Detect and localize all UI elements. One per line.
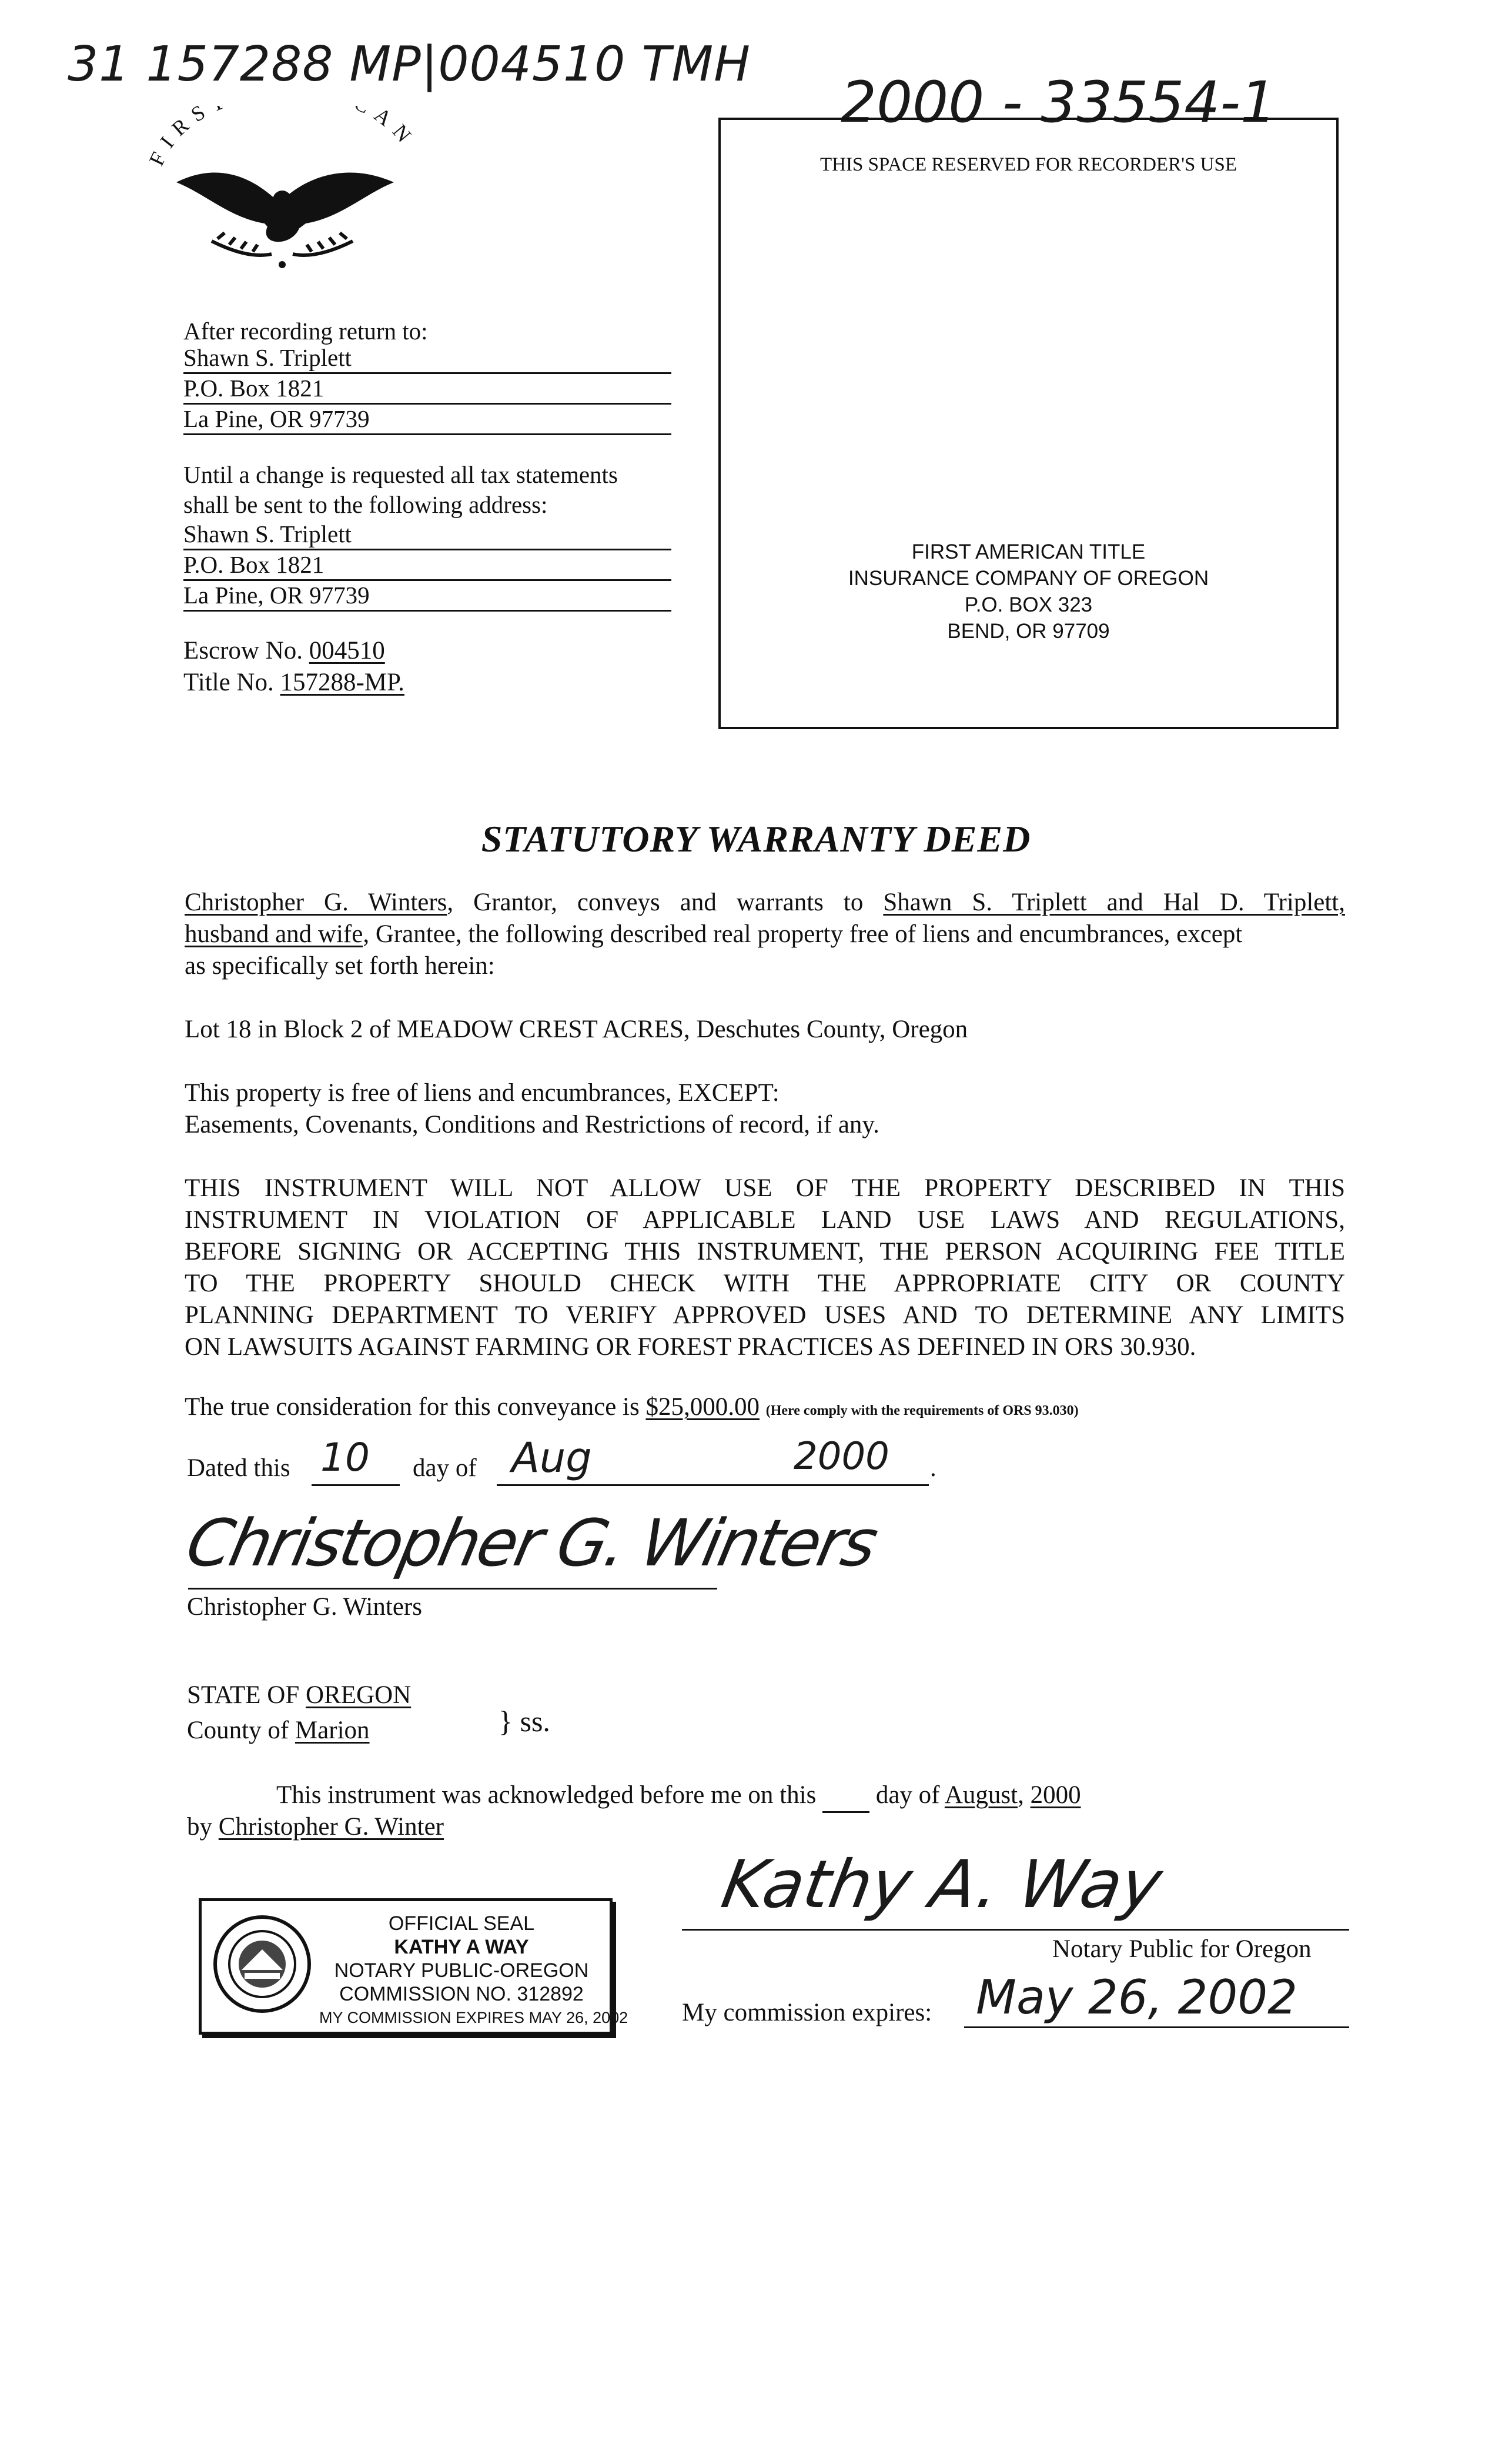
county-line	[187, 1715, 370, 1747]
dated-year: 2000	[794, 1435, 889, 1478]
county-value: Marion	[295, 1717, 370, 1744]
consideration-amount: $25,000.00	[645, 1393, 760, 1421]
return-to-city: La Pine, OR 97739	[183, 405, 671, 435]
notice-line: BEFORE SIGNING OR ACCEPTING THIS INSTRUMENT, THE PERSON ACQUIRING FEE TITLE	[185, 1238, 1345, 1265]
seal-line: NOTARY PUBLIC-OREGON	[334, 1959, 589, 1982]
county-label: County of	[187, 1717, 289, 1744]
dated-mid: day of	[413, 1454, 477, 1482]
notice-line: ON LAWSUITS AGAINST FARMING OR FOREST PRACTICES AS DEFINED IN ORS 30.930.	[185, 1333, 1196, 1361]
seal-line: MY COMMISSION EXPIRES MAY 26, 2002	[319, 2009, 628, 2026]
day-underline	[312, 1484, 400, 1486]
seal-line: OFFICIAL SEAL	[388, 1912, 535, 1935]
dated-end: .	[930, 1454, 936, 1482]
ack-day-label: day of	[875, 1781, 940, 1809]
state-seal-icon	[212, 1914, 312, 2014]
consideration-text: The true consideration for this conveyance is	[185, 1393, 646, 1421]
return-to-name: Shawn S. Triplett	[183, 343, 671, 374]
grantee-names: Shawn S. Triplett and Hal D. Triplett,	[883, 889, 1345, 916]
grantor-name: Christopher G. Winters	[185, 889, 447, 916]
first-american-logo	[118, 106, 447, 282]
title-label: Title No.	[183, 669, 274, 696]
month-underline	[497, 1484, 785, 1486]
consideration	[185, 1391, 1345, 1427]
stamp-line: P.O. BOX 323	[964, 593, 1093, 616]
return-to-label: After recording return to:	[183, 318, 428, 345]
dated-label: Dated this	[187, 1454, 290, 1482]
title-company-stamp	[721, 539, 1336, 645]
exceptions-line: This property is free of liens and encumbrances, EXCEPT:	[185, 1079, 780, 1107]
land-use-notice	[185, 1173, 1345, 1363]
tax-city: La Pine, OR 97739	[183, 581, 671, 612]
ss-mark: } ss.	[499, 1705, 550, 1738]
exceptions-line: Easements, Covenants, Conditions and Restrictions of record, if any.	[185, 1111, 879, 1138]
acknowledgment-line: This instrument was acknowledged before me on this day of August, 2000	[276, 1779, 1081, 1813]
grantor-printed-name: Christopher G. Winters	[187, 1593, 422, 1621]
title-number	[183, 667, 404, 699]
recorder-box-label: THIS SPACE RESERVED FOR RECORDER'S USE	[820, 154, 1237, 175]
ack-by-line	[187, 1811, 444, 1843]
logo-text: FIRS CAN	[144, 106, 422, 169]
grantee-line	[185, 919, 1345, 950]
grantor-line	[185, 887, 1345, 919]
ack-text: This instrument was acknowledged before me on this	[276, 1781, 817, 1809]
ack-day-blank	[822, 1779, 869, 1813]
escrow-label: Escrow No.	[183, 637, 303, 664]
dated-day: 10	[320, 1435, 370, 1480]
grantor-paragraph	[185, 887, 1345, 982]
tax-statements-label	[183, 460, 618, 520]
ack-by-name: Christopher G. Winter	[218, 1813, 444, 1841]
ack-year: 2000	[1030, 1781, 1081, 1809]
consideration-note: (Here comply with the requirements of ORS 93.030)	[765, 1403, 1079, 1418]
state-line	[187, 1679, 411, 1711]
handwritten-reference: 31 157288 MP|004510 TMH	[68, 36, 751, 92]
escrow-number	[183, 635, 385, 667]
stamp-line: INSURANCE COMPANY OF OREGON	[848, 567, 1209, 590]
notice-line: THIS INSTRUMENT WILL NOT ALLOW USE OF THE PROPERTY DESCRIBED IN THIS	[185, 1174, 1345, 1202]
signature-line	[188, 1588, 717, 1590]
notice-line: INSTRUMENT IN VIOLATION OF APPLICABLE LAND USE LAWS AND REGULATIONS,	[185, 1206, 1345, 1234]
return-to-box: P.O. Box 1821	[183, 374, 671, 405]
year-underline	[782, 1484, 929, 1486]
notice-line: TO THE PROPERTY SHOULD CHECK WITH THE APPROPRIATE CITY OR COUNTY	[185, 1270, 1345, 1297]
grantee-text: , Grantee, the following described real property free of liens and encumbrances, except	[363, 920, 1243, 948]
recorder-use-box	[718, 118, 1339, 729]
tax-label-line: Until a change is requested all tax statements	[183, 461, 618, 488]
title-value: 157288-MP.	[280, 669, 404, 696]
document-number: 2000 - 33554-1	[841, 69, 1277, 135]
stamp-line: FIRST AMERICAN TITLE	[911, 540, 1146, 563]
grantee-relation: husband and wife	[185, 920, 363, 948]
grantor-signature: Christopher G. Winters	[180, 1505, 882, 1581]
legal-description: Lot 18 in Block 2 of MEADOW CREST ACRES, Deschutes County, Oregon	[185, 1016, 968, 1043]
tax-name: Shawn S. Triplett	[183, 520, 671, 550]
exceptions	[185, 1077, 1345, 1141]
tax-box: P.O. Box 1821	[183, 550, 671, 581]
state-value: OREGON	[306, 1681, 412, 1709]
grantor-text: , Grantor, conveys and warrants to	[447, 889, 884, 916]
notary-signature: Kathy A. Way	[716, 1846, 1168, 1923]
seal-text	[319, 1912, 628, 2029]
notary-seal	[199, 1898, 628, 2035]
notary-title: Notary Public for Oregon	[1052, 1935, 1312, 1963]
state-label: STATE OF	[187, 1681, 300, 1709]
tax-label-line: shall be sent to the following address:	[183, 491, 548, 518]
grantor-line-3: as specifically set forth herein:	[185, 952, 495, 980]
commission-label: My commission expires:	[682, 1999, 932, 2026]
notary-signature-line	[682, 1929, 1349, 1931]
escrow-value: 004510	[309, 637, 385, 664]
commission-expires: May 26, 2002	[976, 1970, 1298, 2025]
seal-line: COMMISSION NO. 312892	[339, 1983, 584, 2005]
seal-line: KATHY A WAY	[394, 1936, 529, 1958]
eagle-icon	[118, 106, 447, 282]
dated-month: Aug	[511, 1434, 592, 1482]
ack-by-label: by	[187, 1813, 212, 1841]
ack-month: August	[944, 1781, 1018, 1809]
stamp-line: BEND, OR 97709	[947, 620, 1110, 643]
commission-line	[964, 2026, 1349, 2028]
deed-title: STATUTORY WARRANTY DEED	[481, 818, 1031, 860]
notice-line: PLANNING DEPARTMENT TO VERIFY APPROVED USES AND TO DETERMINE ANY LIMITS	[185, 1301, 1345, 1329]
